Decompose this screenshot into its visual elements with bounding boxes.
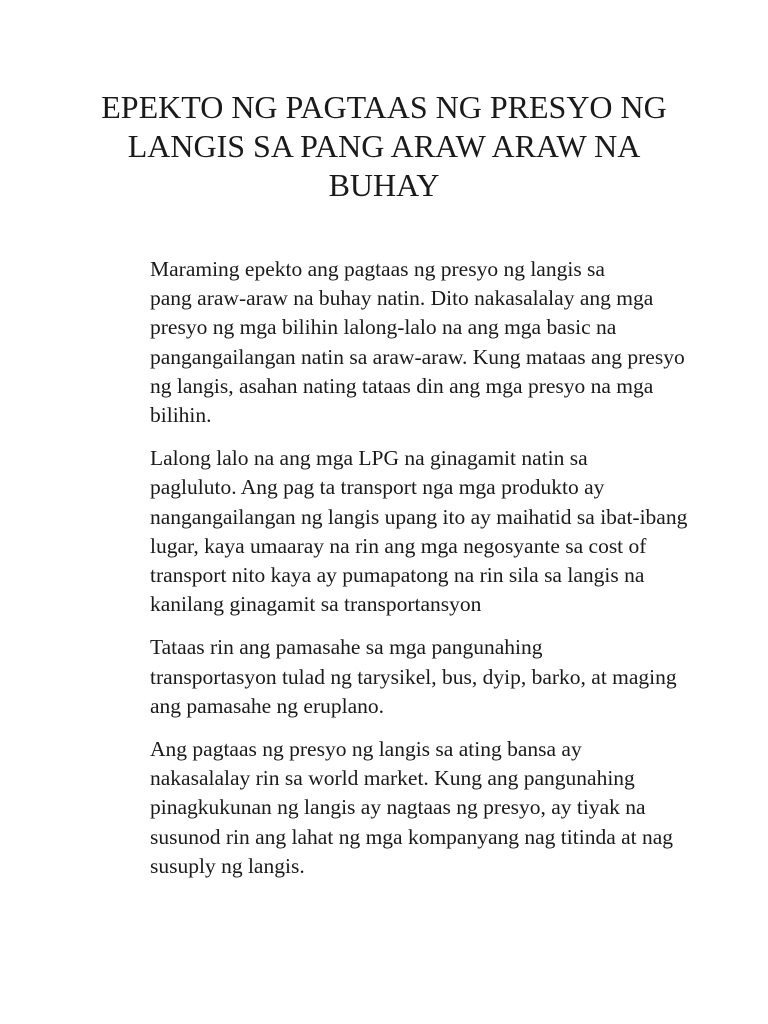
paragraph <box>92 255 692 430</box>
title-line: BUHAY <box>328 167 440 203</box>
document-body <box>92 255 692 895</box>
paragraph <box>92 444 692 619</box>
paragraph-line: bilihin. <box>150 403 212 428</box>
paragraph-line: pang araw-araw na buhay natin. Dito nakasalalay ang mga <box>150 286 654 311</box>
document-title <box>60 88 708 205</box>
paragraph-line: transport nito kaya ay pumapatong na rin sila sa langis na <box>150 563 645 588</box>
paragraph <box>92 633 692 721</box>
title-line: LANGIS SA PANG ARAW ARAW NA <box>127 128 641 164</box>
paragraph-line: pinagkukunan ng langis ay nagtaas ng presyo, ay tiyak na <box>150 795 646 820</box>
paragraph-line: pangangailangan natin sa araw-araw. Kung mataas ang presyo <box>150 344 685 369</box>
paragraph-line: Lalong lalo na ang mga LPG na ginagamit natin sa <box>150 446 588 471</box>
paragraph-line: lugar, kaya umaaray na rin ang mga negosyante sa cost of <box>150 533 647 558</box>
paragraph-line: pagluluto. Ang pag ta transport nga mga produkto ay <box>150 475 605 500</box>
paragraph-line: nakasalalay rin sa world market. Kung ang pangunahing <box>150 766 635 791</box>
title-line: EPEKTO NG PAGTAAS NG PRESYO NG <box>101 89 667 125</box>
paragraph-line: presyo ng mga bilihin lalong-lalo na ang mga basic na <box>150 315 617 340</box>
paragraph-line: ang pamasahe ng eruplano. <box>150 693 385 718</box>
paragraph-line: transportasyon tulad ng tarysikel, bus, dyip, barko, at maging <box>150 664 677 689</box>
paragraph-line: Maraming epekto ang pagtaas ng presyo ng langis sa <box>150 257 605 281</box>
paragraph-line: susunod rin ang lahat ng mga kompanyang nag titinda at nag <box>150 824 674 849</box>
paragraph-line: susuply ng langis. <box>150 853 305 878</box>
paragraph-line: nangangailangan ng langis upang ito ay maihatid sa ibat-ibang <box>150 504 688 529</box>
paragraph <box>92 735 692 881</box>
paragraph-line: Tataas rin ang pamasahe sa mga pangunahing <box>150 635 543 660</box>
paragraph-line: kanilang ginagamit sa transportansyon <box>150 592 482 617</box>
paragraph-line: Ang pagtaas ng presyo ng langis sa ating bansa ay <box>150 737 582 762</box>
paragraph-line: ng langis, asahan nating tataas din ang mga presyo na mga <box>150 373 654 398</box>
